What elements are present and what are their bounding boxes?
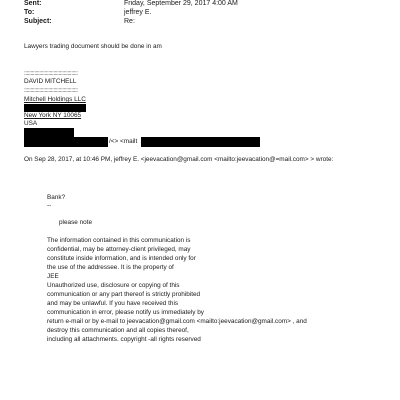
- disclaimer-line: communication or any part thereof is strictly prohibited: [47, 291, 201, 298]
- disclaimer-line: constitute inside information, and is intended only for: [47, 255, 196, 262]
- signature-city: New York NY 10065: [24, 112, 82, 119]
- redaction-email-right: [141, 137, 260, 147]
- to-row: [24, 8, 152, 17]
- signature-email-fragment: /<> <mailt: [109, 138, 138, 145]
- signature-company: Mitchell Holdings LLC: [24, 96, 86, 103]
- disclaimer-line: and may be unlawful. If you have received this: [47, 300, 179, 307]
- redaction-address: [24, 104, 86, 112]
- quoted-intro: On Sep 28, 2017, at 10:46 PM, jeffrey E. <jeevacation@gmail.com <mailto:jeevacation@=mail.com> > wrote:: [24, 156, 334, 163]
- disclaimer-line: Unauthorized use, disclosure or copying of this: [47, 282, 180, 289]
- disclaimer-line: JEE: [47, 273, 59, 280]
- quoted-bank: Bank?: [47, 194, 66, 201]
- disclaimer-line: including all attachments. copyright -all rights reserved: [47, 336, 201, 343]
- message-body: Lawyers trading document should be done in am: [24, 43, 162, 50]
- disclaimer-line: confidential, may be attorney-client privileged, may: [47, 246, 191, 253]
- disclaimer-line: the use of the addressee. It is the property of: [47, 264, 174, 271]
- signature-country: USA: [24, 120, 38, 127]
- disclaimer-line: destroy this communication and all copies thereof,: [47, 327, 189, 334]
- quoted-please-note: please note: [59, 219, 93, 226]
- disclaimer-line: return e-mail or by e-mail to jeevacation@gmail.com <mailto:jeevacation@gmail.com> , and: [47, 318, 307, 325]
- subject-row: [24, 17, 135, 26]
- subject-label: Subject:: [24, 18, 52, 25]
- quoted-dash: --: [47, 202, 52, 209]
- subject-value: Re:: [124, 18, 135, 25]
- disclaimer-line: The information contained in this communication is: [47, 237, 191, 244]
- to-value: jeffrey E.: [124, 9, 152, 16]
- sent-label: Sent:: [24, 0, 42, 7]
- redaction-phone: [24, 128, 74, 137]
- sent-value: Friday, September 29, 2017 4:00 AM: [124, 0, 238, 7]
- disclaimer-line: communication in error, please notify us immediately by: [47, 309, 204, 316]
- sent-row: [24, 0, 238, 8]
- signature-divider-top: ::::::::::::::::::::::::::::::::::::::::::: [24, 70, 78, 77]
- signature-name: DAVID MITCHELL: [24, 78, 77, 85]
- redaction-email-left: [24, 137, 108, 147]
- signature-divider-bottom: ::::::::::::::::::::::::::::::::::::::::::: [24, 87, 78, 94]
- to-label: To:: [24, 9, 35, 16]
